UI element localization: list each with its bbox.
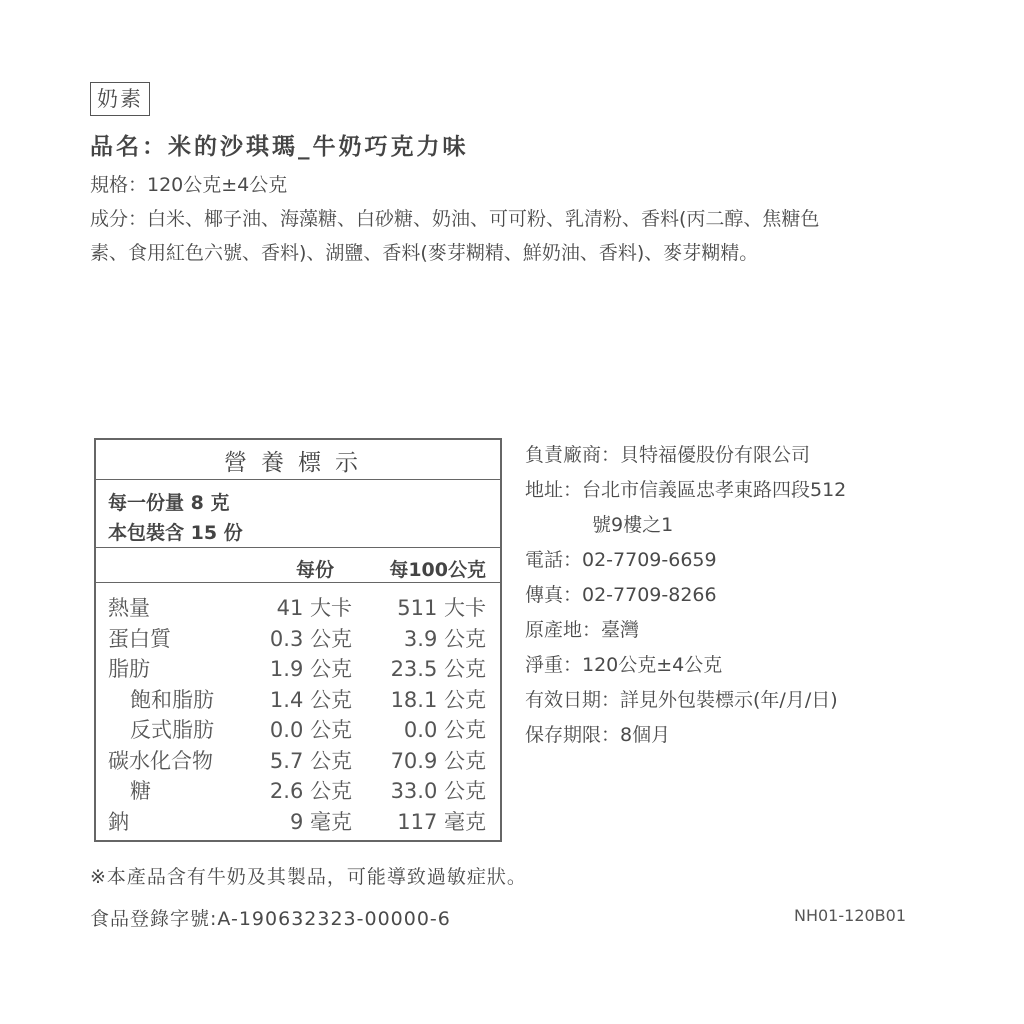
nutrition-row	[96, 775, 500, 805]
value-per-serving: 2.6 公克	[269, 779, 352, 803]
value-per-100g: 117 毫克	[397, 809, 486, 834]
nutrition-row	[96, 653, 500, 683]
address-line-1: 地址：台北市信義區忠孝東路四段512	[525, 479, 847, 501]
value-per-serving: 1.4 公克	[269, 687, 352, 712]
divider	[96, 582, 500, 583]
vegetarian-badge: 奶素	[90, 82, 150, 116]
nutrition-row	[96, 745, 500, 775]
manufacturer: 負責廠商：貝特福優股份有限公司	[525, 444, 811, 466]
nutrition-row	[96, 623, 500, 653]
divider	[96, 547, 500, 548]
nutrient-label: 熱量	[108, 596, 150, 620]
address-line-2: 號9樓之1	[592, 514, 674, 536]
value-per-serving: 1.9 公克	[269, 657, 352, 681]
col-per-serving: 每份	[295, 559, 334, 581]
nutrient-label: 鈉	[108, 809, 129, 834]
nutrient-label: 蛋白質	[108, 626, 171, 651]
value-per-100g: 23.5 公克	[390, 657, 486, 681]
value-per-serving: 9 毫克	[289, 809, 352, 834]
nutrient-label: 糖	[130, 779, 151, 803]
expiry-date: 有效日期：詳見外包裝標示(年/月/日)	[525, 689, 838, 711]
value-per-serving: 0.0 公克	[269, 718, 352, 742]
nutrition-facts-table	[94, 438, 502, 842]
serving-size: 每一份量 8 克	[108, 492, 230, 514]
nutrient-label: 飽和脂肪	[130, 687, 214, 712]
value-per-100g: 0.0 公克	[403, 718, 486, 742]
value-per-serving: 41 大卡	[276, 596, 352, 620]
nutrient-label: 脂肪	[108, 657, 150, 681]
col-per-100g: 每100公克	[389, 559, 486, 581]
value-per-100g: 33.0 公克	[390, 779, 486, 803]
value-per-100g: 18.1 公克	[390, 687, 486, 712]
ingredients-line-1: 成分：白米、椰子油、海藻糖、白砂糖、奶油、可可粉、乳清粉、香料(丙二醇、焦糖色	[90, 208, 820, 230]
product-name: 品名：米的沙琪瑪_牛奶巧克力味	[90, 134, 469, 160]
origin: 原產地：臺灣	[525, 619, 640, 641]
nutrition-title: 營養標示	[224, 450, 372, 476]
ingredients	[90, 202, 940, 270]
nutrition-row	[96, 592, 500, 622]
fax: 傳真：02-7709-8266	[525, 584, 717, 606]
shelf-life: 保存期限：8個月	[525, 724, 671, 746]
nutrient-label: 碳水化合物	[108, 748, 213, 773]
phone: 電話：02-7709-6659	[525, 549, 717, 571]
nutrition-row	[96, 806, 500, 836]
value-per-serving: 5.7 公克	[269, 748, 352, 773]
product-spec: 規格：120公克±4公克	[90, 174, 288, 196]
net-weight: 淨重：120公克±4公克	[525, 654, 723, 676]
servings-per-package: 本包裝含 15 份	[108, 522, 243, 544]
divider	[96, 479, 500, 480]
value-per-100g: 511 大卡	[397, 596, 486, 620]
registration-number: 食品登錄字號:A-190632323-00000-6	[90, 908, 451, 930]
value-per-100g: 70.9 公克	[390, 748, 486, 773]
nutrient-label: 反式脂肪	[130, 718, 214, 742]
product-code: NH01-120B01	[794, 906, 907, 925]
ingredients-line-2: 素、食用紅色六號、香料)、湖鹽、香料(麥芽糊精、鮮奶油、香料)、麥芽糊精。	[90, 242, 759, 264]
value-per-100g: 3.9 公克	[403, 626, 486, 651]
nutrition-row	[96, 714, 500, 744]
nutrition-row	[96, 684, 500, 714]
allergy-notice: ※本產品含有牛奶及其製品，可能導致過敏症狀。	[90, 866, 527, 888]
value-per-serving: 0.3 公克	[269, 626, 352, 651]
